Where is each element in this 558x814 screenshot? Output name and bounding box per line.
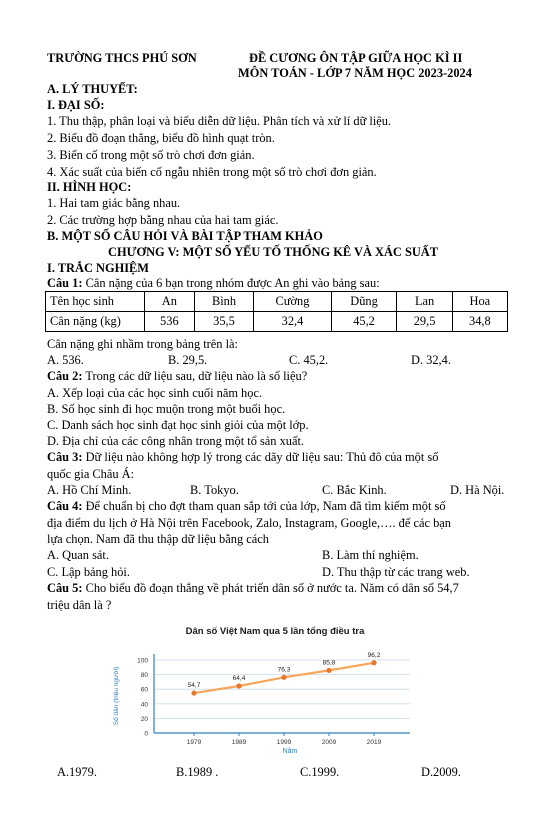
algebra-heading: I. ĐẠI SỐ: (47, 98, 105, 112)
option-a: A. 536. (47, 353, 84, 367)
y-tick-label: 0 (144, 730, 148, 738)
x-tick-label: 1979 (186, 739, 202, 746)
table-row (46, 292, 508, 312)
option-b: B. Số học sinh đi học muộn trong một buổi học. (47, 402, 286, 416)
geometry-item: 2. Các trường hợp bằng nhau của hai tam giác. (47, 213, 279, 227)
x-tick-label: 1989 (231, 739, 247, 746)
question-label: Câu 1: (47, 276, 83, 290)
data-label: 64,4 (232, 674, 246, 682)
option-b: B. Làm thí nghiệm. (322, 548, 419, 562)
option-a: A. Quan sát. (47, 548, 109, 562)
question-label: Câu 3: (47, 450, 83, 464)
data-point (191, 690, 196, 695)
question-4 (47, 499, 446, 514)
y-tick-label: 60 (140, 686, 148, 694)
option-d: D. Hà Nội. (450, 483, 505, 497)
school-name: TRƯỜNG THCS PHÚ SƠN (47, 51, 197, 65)
data-label: 85,8 (322, 659, 336, 667)
chart-title: Dân số Việt Nam qua 5 lần tổng điều tra (185, 626, 365, 637)
option-c: C. 45,2. (289, 353, 329, 367)
table-row (46, 312, 508, 332)
table-cell: Cường (254, 292, 331, 312)
algebra-item: 4. Xác suất của biến cố ngẫu nhiên trong một số trò chơi đơn giản. (47, 165, 377, 179)
table-cell: Cân nặng (kg) (46, 312, 145, 332)
question-text: Cân nặng của 6 bạn trong nhóm được An ghi vào bảng sau: (82, 276, 380, 290)
algebra-item: 2. Biểu đồ đoạn thẳng, biểu đồ hình quạt tròn. (47, 131, 275, 145)
option-d: D. Thu thập từ các trang web. (322, 565, 470, 579)
question-label: Câu 2: (47, 369, 83, 383)
y-axis-label: Số dân (triệu người) (113, 666, 120, 726)
table-cell: 32,4 (254, 312, 331, 332)
question-label: Câu 4: (47, 499, 83, 513)
option-d: D.2009. (421, 765, 461, 779)
data-label: 96,2 (367, 651, 381, 659)
question-1-prompt: Cân nặng ghi nhầm trong bảng trên là: (47, 337, 238, 351)
y-tick-label: 40 (140, 701, 148, 709)
document-subtitle: MÔN TOÁN - LỚP 7 NĂM HỌC 2023-2024 (238, 66, 472, 80)
table-cell: 34,8 (452, 312, 507, 332)
section-b-heading: B. MỘT SỐ CÂU HỎI VÀ BÀI TẬP THAM KHẢO (47, 229, 323, 243)
data-point (236, 683, 241, 688)
data-point (371, 660, 376, 665)
option-a: A. Xếp loại của các học sinh cuối năm học. (47, 386, 263, 400)
question-2 (47, 369, 307, 384)
option-c: C. Danh sách học sinh đạt học sinh giỏi của một lớp. (47, 418, 309, 432)
population-line-chart (110, 622, 420, 758)
table-cell: 45,2 (331, 312, 397, 332)
question-text: Dữ liệu nào không hợp lý trong các dãy dữ liệu sau: Thủ đô của một số (82, 450, 439, 464)
option-c: C.1999. (300, 765, 340, 779)
option-b: B. 29,5. (168, 353, 208, 367)
x-tick-label: 2009 (321, 739, 337, 746)
option-c: C. Bắc Kinh. (322, 483, 387, 497)
option-c: C. Lập bảng hỏi. (47, 565, 130, 579)
question-1 (47, 276, 380, 291)
question-text: Trong các dữ liệu sau, dữ liệu nào là số liệu? (82, 369, 308, 383)
geometry-heading: II. HÌNH HỌC: (47, 180, 132, 194)
option-a: A.1979. (57, 765, 97, 779)
table-cell: Lan (397, 292, 452, 312)
geometry-item: 1. Hai tam giác bằng nhau. (47, 196, 181, 210)
option-d: D. 32,4. (411, 353, 451, 367)
x-axis-label: Năm (282, 748, 298, 755)
data-point (281, 675, 286, 680)
question-text-cont: lựa chọn. Nam đã thu thập dữ liệu bằng cách (47, 532, 269, 546)
table-cell: 35,5 (194, 312, 254, 332)
question-3 (47, 450, 438, 465)
document-title: ĐỀ CƯƠNG ÔN TẬP GIỮA HỌC KÌ II (249, 51, 463, 65)
y-tick-label: 20 (140, 715, 148, 723)
table-cell: Hoa (452, 292, 507, 312)
option-d: D. Địa chỉ của các công nhân trong một tổ sản xuất. (47, 434, 305, 448)
part-1-heading: I. TRẮC NGHIỆM (47, 261, 150, 275)
question-5 (47, 581, 459, 596)
option-b: B.1989 . (176, 765, 219, 779)
table-cell: Bình (194, 292, 254, 312)
table-cell: 29,5 (397, 312, 452, 332)
algebra-item: 3. Biến cố trong một số trò chơi đơn giản. (47, 148, 255, 162)
y-tick-label: 100 (137, 657, 148, 665)
question-text: Để chuẩn bị cho đợt tham quan sắp tới của lớp, Nam đã tìm kiếm một số (82, 499, 446, 513)
question-text-cont: quốc gia Châu Á: (47, 467, 135, 481)
question-label: Câu 5: (47, 581, 83, 595)
option-b: B. Tokyo. (190, 483, 239, 497)
question-text-cont: địa điểm du lịch ở Hà Nội trên Facebook, Zalo, Instagram, Google,…. để các bạn (47, 516, 451, 530)
table-cell: Dũng (331, 292, 397, 312)
chapter-heading: CHƯƠNG V: MỘT SỐ YẾU TỐ THỐNG KÊ VÀ XÁC SUẤT (108, 245, 439, 259)
algebra-item: 1. Thu thập, phân loại và biểu diễn dữ liệu. Phân tích và xử lí dữ liệu. (47, 114, 392, 128)
x-tick-label: 2019 (366, 739, 382, 746)
table-cell: 536 (145, 312, 195, 332)
data-label: 54,7 (187, 682, 201, 690)
y-tick-label: 80 (140, 672, 148, 680)
option-a: A. Hồ Chí Minh. (47, 483, 132, 497)
theory-heading: A. LÝ THUYẾT: (47, 82, 138, 96)
weight-table (45, 291, 508, 332)
x-tick-label: 1999 (276, 739, 292, 746)
question-text: Cho biểu đồ đoạn thẳng về phát triển dân số ở nước ta. Năm có dân số 54,7 (82, 581, 459, 595)
table-cell: An (145, 292, 195, 312)
data-label: 76,3 (277, 666, 291, 674)
table-cell: Tên học sinh (46, 292, 145, 312)
data-point (326, 668, 331, 673)
question-text-cont: triệu dân là ? (47, 598, 112, 612)
